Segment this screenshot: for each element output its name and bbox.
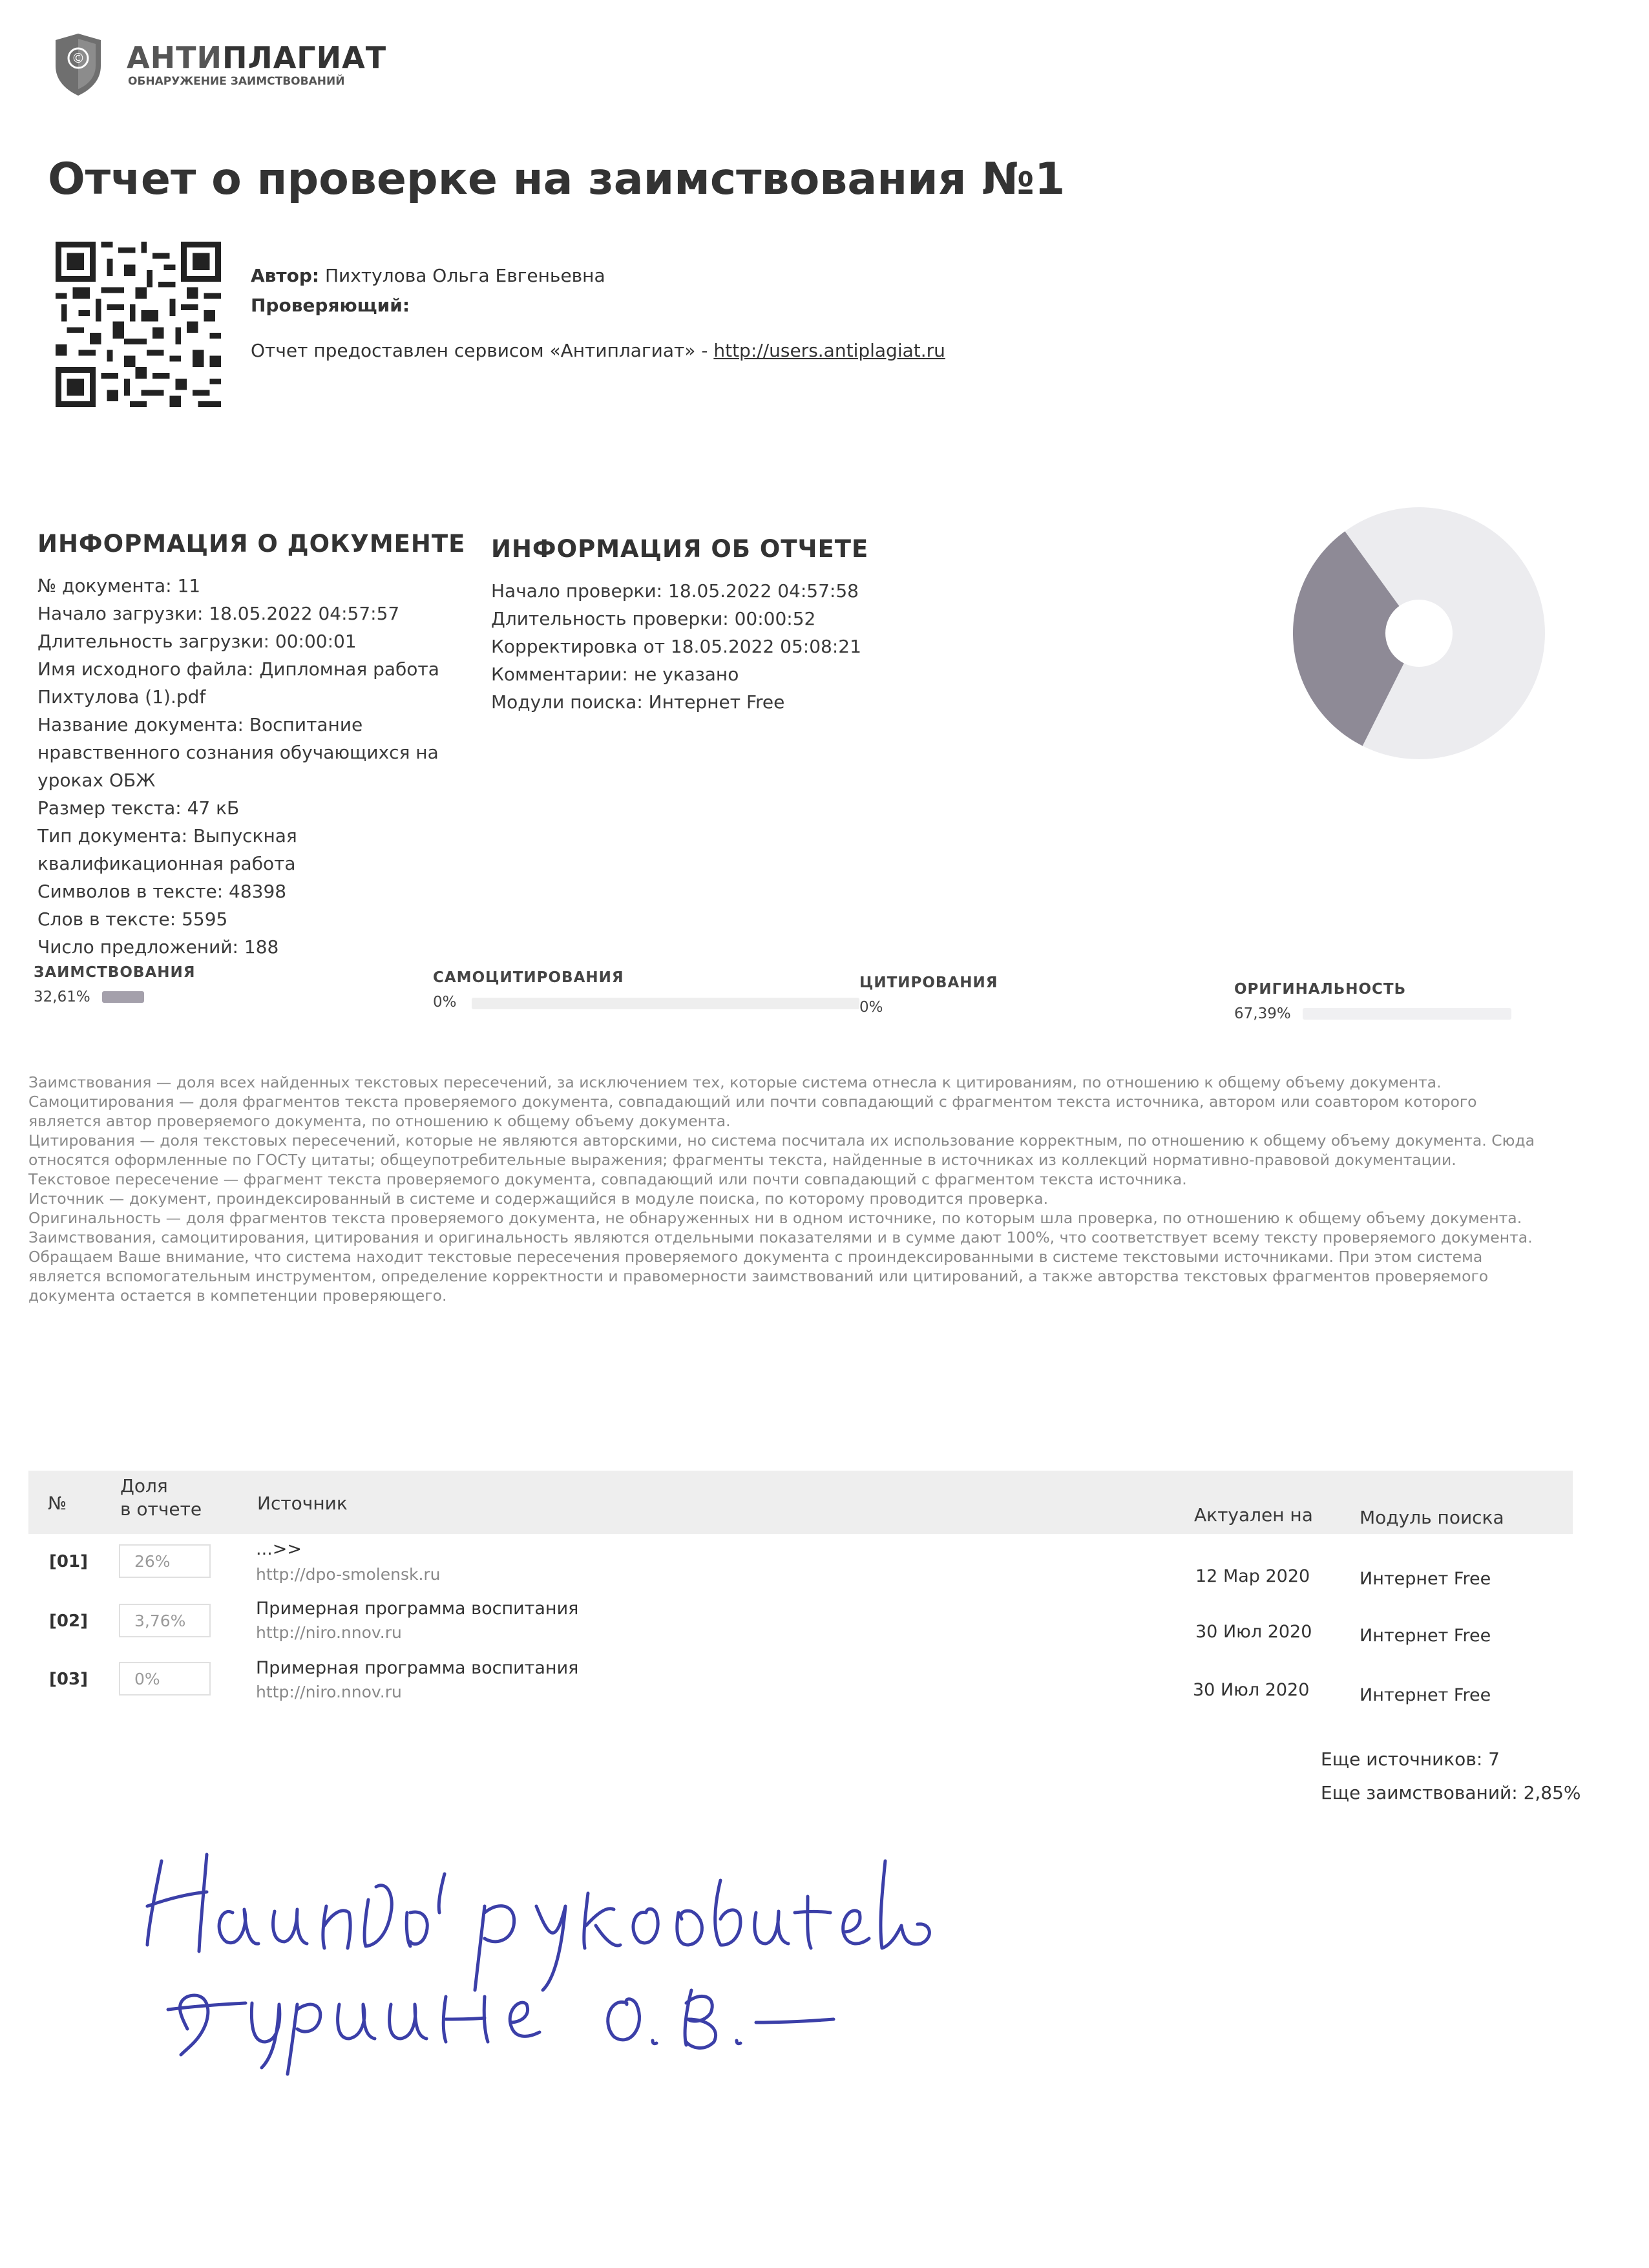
report-info-heading: ИНФОРМАЦИЯ ОБ ОТЧЕТЕ <box>491 535 869 563</box>
source-date: 12 Мар 2020 <box>1195 1566 1310 1586</box>
metric-label: САМОЦИТИРОВАНИЯ <box>433 969 624 986</box>
document-info-heading: ИНФОРМАЦИЯ О ДОКУМЕНТЕ <box>37 530 466 558</box>
source-row-num: [01] <box>49 1552 88 1571</box>
definition-paragraph: Заимствования, самоцитирования, цитирования и оригинальность являются отдельными показателями и в сумме дают 100%, что соответствует всему тексту проверяемого документа. <box>28 1228 1533 1246</box>
document-info-section <box>37 530 466 961</box>
brand-tagline: ОБНАРУЖЕНИЕ ЗАИМСТВОВАНИЙ <box>128 75 345 88</box>
definition-paragraph: Самоцитирования — доля фрагментов текста проверяемого документа, совпадающий или почти совпадающий с фрагментом текста источника, автором или соавтором которого является автор проверяемого документа, по отношению к общему объему документа. <box>28 1093 1477 1130</box>
report-info-line: Длительность проверки: 00:00:52 <box>491 608 816 629</box>
source-module: Интернет Free <box>1360 1626 1491 1646</box>
metric-label: ЦИТИРОВАНИЯ <box>859 974 998 991</box>
more-borrowings: Еще заимствований: 2,85% <box>1321 1782 1581 1803</box>
metric-value: 32,61% <box>34 989 90 1005</box>
col-header-actual: Актуален на <box>1194 1504 1313 1526</box>
metric-value: 0% <box>433 994 457 1011</box>
service-line <box>251 340 945 361</box>
source-share-box: 26% <box>119 1544 211 1578</box>
pie-hole <box>1385 600 1453 667</box>
source-module: Интернет Free <box>1360 1569 1491 1589</box>
doc-info-line: Размер текста: 47 кБ <box>37 797 240 819</box>
doc-info-line: № документа: 11 <box>37 575 201 596</box>
brand-name-light: АНТИ <box>127 40 222 75</box>
metric-self-citations <box>433 969 859 1009</box>
author-label: Автор: <box>251 265 320 286</box>
source-url[interactable]: http://dpo-smolensk.ru <box>256 1565 441 1584</box>
source-title[interactable]: Примерная программа воспитания <box>256 1658 579 1678</box>
reviewer-label: Проверяющий: <box>251 295 410 316</box>
source-url[interactable]: http://niro.nnov.ru <box>256 1623 402 1642</box>
source-title[interactable]: ...>> <box>256 1539 302 1559</box>
author-line <box>251 265 605 286</box>
doc-info-line: Начало загрузки: 18.05.2022 04:57:57 <box>37 603 400 624</box>
source-title[interactable]: Примерная программа воспитания <box>256 1599 579 1619</box>
definition-paragraph: Обращаем Ваше внимание, что система находит текстовые пересечения проверяемого документа с проиндексированными в системе текстовыми источниками. При этом система является вспомогательным инструментом, определение корректности и правомерности заимствований или цитирований, а также авторства текстовых фрагментов проверяемого документа остается в компетенции проверяющего. <box>28 1248 1489 1305</box>
definition-paragraph: Текстовое пересечение — фрагмент текста проверяемого документа, совпадающий или почти совпадающий с фрагментом текста источника. <box>28 1170 1187 1188</box>
metric-bar <box>102 991 144 1003</box>
col-header-module: Модуль поиска <box>1360 1507 1504 1528</box>
definition-paragraph: Заимствования — доля всех найденных текстовых пересечений, за исключением тех, которые система отнесла к цитированиям, по отношению к общему объему документа. <box>28 1073 1442 1091</box>
source-row-num: [02] <box>49 1612 88 1631</box>
metric-bar <box>472 998 859 1009</box>
col-header-num: № <box>48 1493 67 1514</box>
handwritten-signature <box>136 1835 1040 2081</box>
report-info-line: Модули поиска: Интернет Free <box>491 691 785 713</box>
brand-name-bold: ПЛАГИАТ <box>222 40 387 75</box>
qr-code-icon[interactable] <box>56 242 221 407</box>
metric-borrowings <box>34 964 195 1005</box>
document-info-list <box>37 572 451 961</box>
antiplagiat-logo-icon <box>53 32 103 97</box>
report-info-line: Начало проверки: 18.05.2022 04:57:58 <box>491 580 859 602</box>
source-share-box: 3,76% <box>119 1604 211 1637</box>
originality-donut-chart <box>1290 504 1548 762</box>
col-header-share-line1: Доля <box>120 1475 168 1496</box>
report-title: Отчет о проверке на заимствования №1 <box>48 154 1066 205</box>
definition-paragraph: Оригинальность — доля фрагментов текста проверяемого документа, не обнаруженных ни в одном источнике, по которым шла проверка, по отношению к общему объему документа. <box>28 1209 1522 1227</box>
source-date: 30 Июл 2020 <box>1195 1622 1312 1642</box>
metric-label: ОРИГИНАЛЬНОСТЬ <box>1234 981 1407 998</box>
more-sources: Еще источников: 7 <box>1321 1748 1500 1770</box>
doc-info-line: Длительность загрузки: 00:00:01 <box>37 631 357 652</box>
doc-info-line: Название документа: Воспитание нравственного сознания обучающихся на уроках ОБЖ <box>37 714 439 791</box>
doc-info-line: Имя исходного файла: Дипломная работа Пихтулова (1).pdf <box>37 658 439 708</box>
service-text: Отчет предоставлен сервисом «Антиплагиат» - <box>251 340 714 361</box>
report-info-line: Комментарии: не указано <box>491 664 739 685</box>
report-info-section <box>491 535 982 716</box>
col-header-share <box>120 1475 202 1521</box>
col-header-share-line2: в отчете <box>120 1498 202 1520</box>
report-info-list <box>491 577 982 716</box>
metric-citations <box>859 974 998 1016</box>
metric-bar <box>1303 1008 1511 1020</box>
doc-info-line: Число предложений: 188 <box>37 936 279 958</box>
metric-value: 67,39% <box>1234 1005 1291 1022</box>
logo-mark: © <box>72 50 85 66</box>
report-info-line: Корректировка от 18.05.2022 05:08:21 <box>491 636 861 657</box>
reviewer-line <box>251 295 410 316</box>
metric-originality <box>1234 981 1511 1022</box>
service-link[interactable]: http://users.antiplagiat.ru <box>713 340 945 361</box>
doc-info-line: Тип документа: Выпускная квалификационная работа <box>37 825 297 874</box>
col-header-source: Источник <box>257 1493 348 1514</box>
doc-info-line: Слов в тексте: 5595 <box>37 908 228 930</box>
source-row-num: [03] <box>49 1670 88 1689</box>
source-date: 30 Июл 2020 <box>1193 1680 1310 1700</box>
definition-paragraph: Цитирования — доля текстовых пересечений, которые не являются авторскими, но система посчитала их использование корректным, по отношению к общему объему документа. Сюда относятся оформленные по ГОСТу цитаты; общеупотребительные выражения; фрагменты текста, найденные в источниках из коллекций нормативно-правовой документации. <box>28 1131 1535 1169</box>
author-value: Пихтулова Ольга Евгеньевна <box>325 265 605 286</box>
source-module: Интернет Free <box>1360 1685 1491 1705</box>
source-share-box: 0% <box>119 1662 211 1696</box>
definition-paragraph: Источник — документ, проиндексированный в системе и содержащийся в модуле поиска, по которому проводится проверка. <box>28 1190 1049 1208</box>
metric-label: ЗАИМСТВОВАНИЯ <box>34 964 196 981</box>
definitions-block <box>28 1073 1553 1305</box>
brand-name <box>127 40 386 75</box>
doc-info-line: Символов в тексте: 48398 <box>37 881 287 902</box>
source-url[interactable]: http://niro.nnov.ru <box>256 1683 402 1701</box>
metric-value: 0% <box>859 999 883 1016</box>
